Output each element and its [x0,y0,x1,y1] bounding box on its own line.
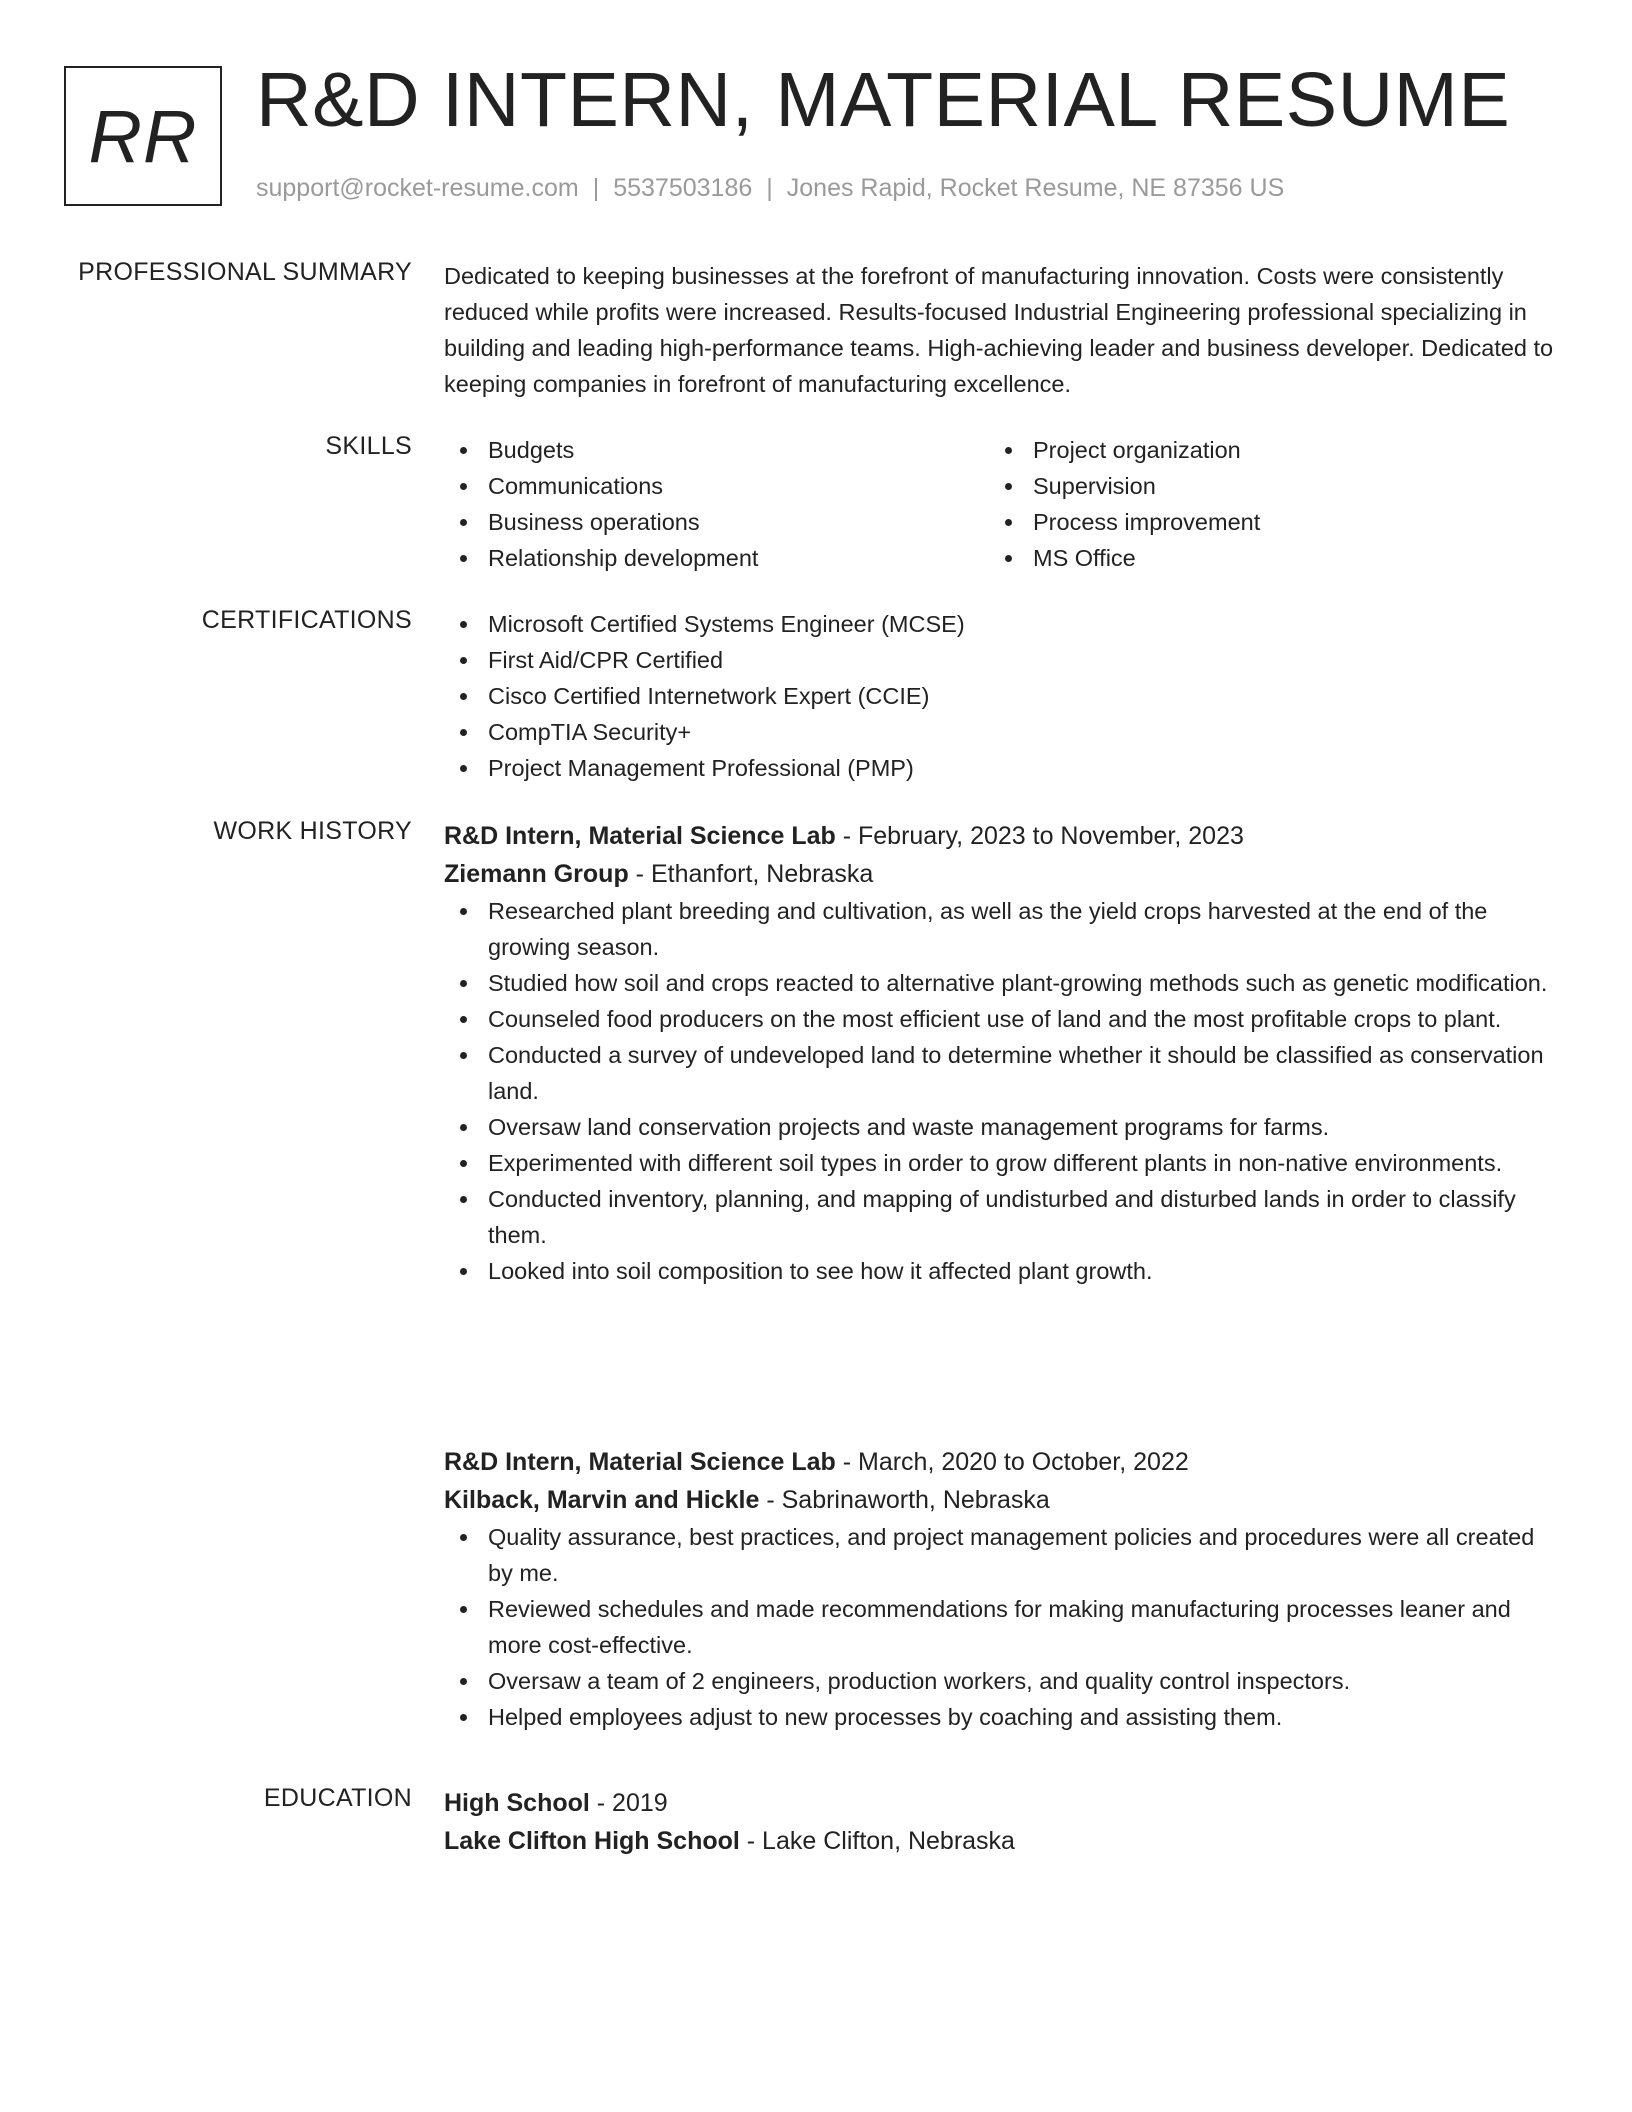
list-item: Conducted a survey of undeveloped land to determine whether it should be classified as conservation land. [444,1037,1554,1109]
contact-phone[interactable]: 5537503186 [613,174,753,202]
education-school: Lake Clifton High School [444,1827,740,1855]
contact-email[interactable]: support@rocket-resume.com [256,174,579,202]
job-location: - Ethanfort, Nebraska [628,860,874,888]
education-school-line [444,1822,1554,1860]
section-label-work: WORK HISTORY [213,817,412,845]
job-title-line [444,817,1554,855]
section-label-skills: SKILLS [325,432,412,460]
contact-separator: | [766,174,773,202]
job-title: R&D Intern, Material Science Lab [444,1448,836,1476]
list-item: Microsoft Certified Systems Engineer (MCSE) [444,606,1554,642]
job-dates: - February, 2023 to November, 2023 [835,822,1244,850]
list-item: Oversaw a team of 2 engineers, production workers, and quality control inspectors. [444,1663,1554,1699]
job-entry [444,1443,1554,1735]
skills-column-2 [989,432,1534,576]
work-body-2 [444,1443,1554,1735]
list-item: Process improvement [989,504,1534,540]
contact-line [256,174,1284,203]
resume-title: R&D INTERN, MATERIAL RESUME [256,57,1511,143]
job-title: R&D Intern, Material Science Lab [444,822,836,850]
job-entry [444,817,1554,1289]
list-item: Experimented with different soil types in order to grow different plants in non-native environments. [444,1145,1554,1181]
list-item: Researched plant breeding and cultivation, as well as the yield crops harvested at the end of the growing season. [444,893,1554,965]
summary-text: Dedicated to keeping businesses at the forefront of manufacturing innovation. Costs were consistently reduced while profits were increased. Results-focused Industrial Engineering professional specializing in building and leading high-performance teams. High-achieving leader and business developer. Dedicated to keeping companies in forefront of manufacturing excellence. [444,263,1554,397]
education-year: - 2019 [589,1789,668,1817]
skills-body [444,432,1554,576]
list-item: Quality assurance, best practices, and project management policies and procedures were all created by me. [444,1519,1554,1591]
list-item: Looked into soil composition to see how it affected plant growth. [444,1253,1554,1289]
list-item: MS Office [989,540,1534,576]
job-company: Ziemann Group [444,860,629,888]
job-company-line [444,855,1554,893]
list-item: Project organization [989,432,1534,468]
job-title-line [444,1443,1554,1481]
certifications-body [444,606,1554,786]
education-location: - Lake Clifton, Nebraska [739,1827,1015,1855]
list-item: Reviewed schedules and made recommendations for making manufacturing processes leaner and more cost-effective. [444,1591,1554,1663]
list-item: Business operations [444,504,989,540]
job-bullets [444,893,1554,1289]
contact-separator: | [592,174,600,202]
contact-address: Jones Rapid, Rocket Resume, NE 87356 US [786,174,1285,202]
job-dates: - March, 2020 to October, 2022 [835,1448,1189,1476]
section-label-summary: PROFESSIONAL SUMMARY [78,258,412,286]
list-item: Studied how soil and crops reacted to alternative plant-growing methods such as genetic modification. [444,965,1554,1001]
education-degree-line [444,1784,1554,1822]
job-company: Kilback, Marvin and Hickle [444,1486,760,1514]
list-item: Counseled food producers on the most efficient use of land and the most profitable crops to plant. [444,1001,1554,1037]
list-item: Supervision [989,468,1534,504]
section-label-education: EDUCATION [263,1784,412,1812]
list-item: Budgets [444,432,989,468]
work-body [444,817,1554,1289]
list-item: First Aid/CPR Certified [444,642,1554,678]
list-item: Relationship development [444,540,989,576]
job-bullets [444,1519,1554,1735]
job-company-line [444,1481,1554,1519]
education-degree: High School [444,1789,590,1817]
certifications-list [444,606,1554,786]
monogram-logo: RR [64,66,222,206]
list-item: Helped employees adjust to new processes by coaching and assisting them. [444,1699,1554,1735]
skills-column-1 [444,432,989,576]
section-label-certifications: CERTIFICATIONS [201,606,412,634]
job-location: - Sabrinaworth, Nebraska [759,1486,1050,1514]
list-item: CompTIA Security+ [444,714,1554,750]
list-item: Cisco Certified Internetwork Expert (CCIE) [444,678,1554,714]
list-item: Project Management Professional (PMP) [444,750,1554,786]
list-item: Communications [444,468,989,504]
list-item: Oversaw land conservation projects and waste management programs for farms. [444,1109,1554,1145]
education-body [444,1784,1554,1860]
list-item: Conducted inventory, planning, and mapping of undisturbed and disturbed lands in order to classify them. [444,1181,1554,1253]
